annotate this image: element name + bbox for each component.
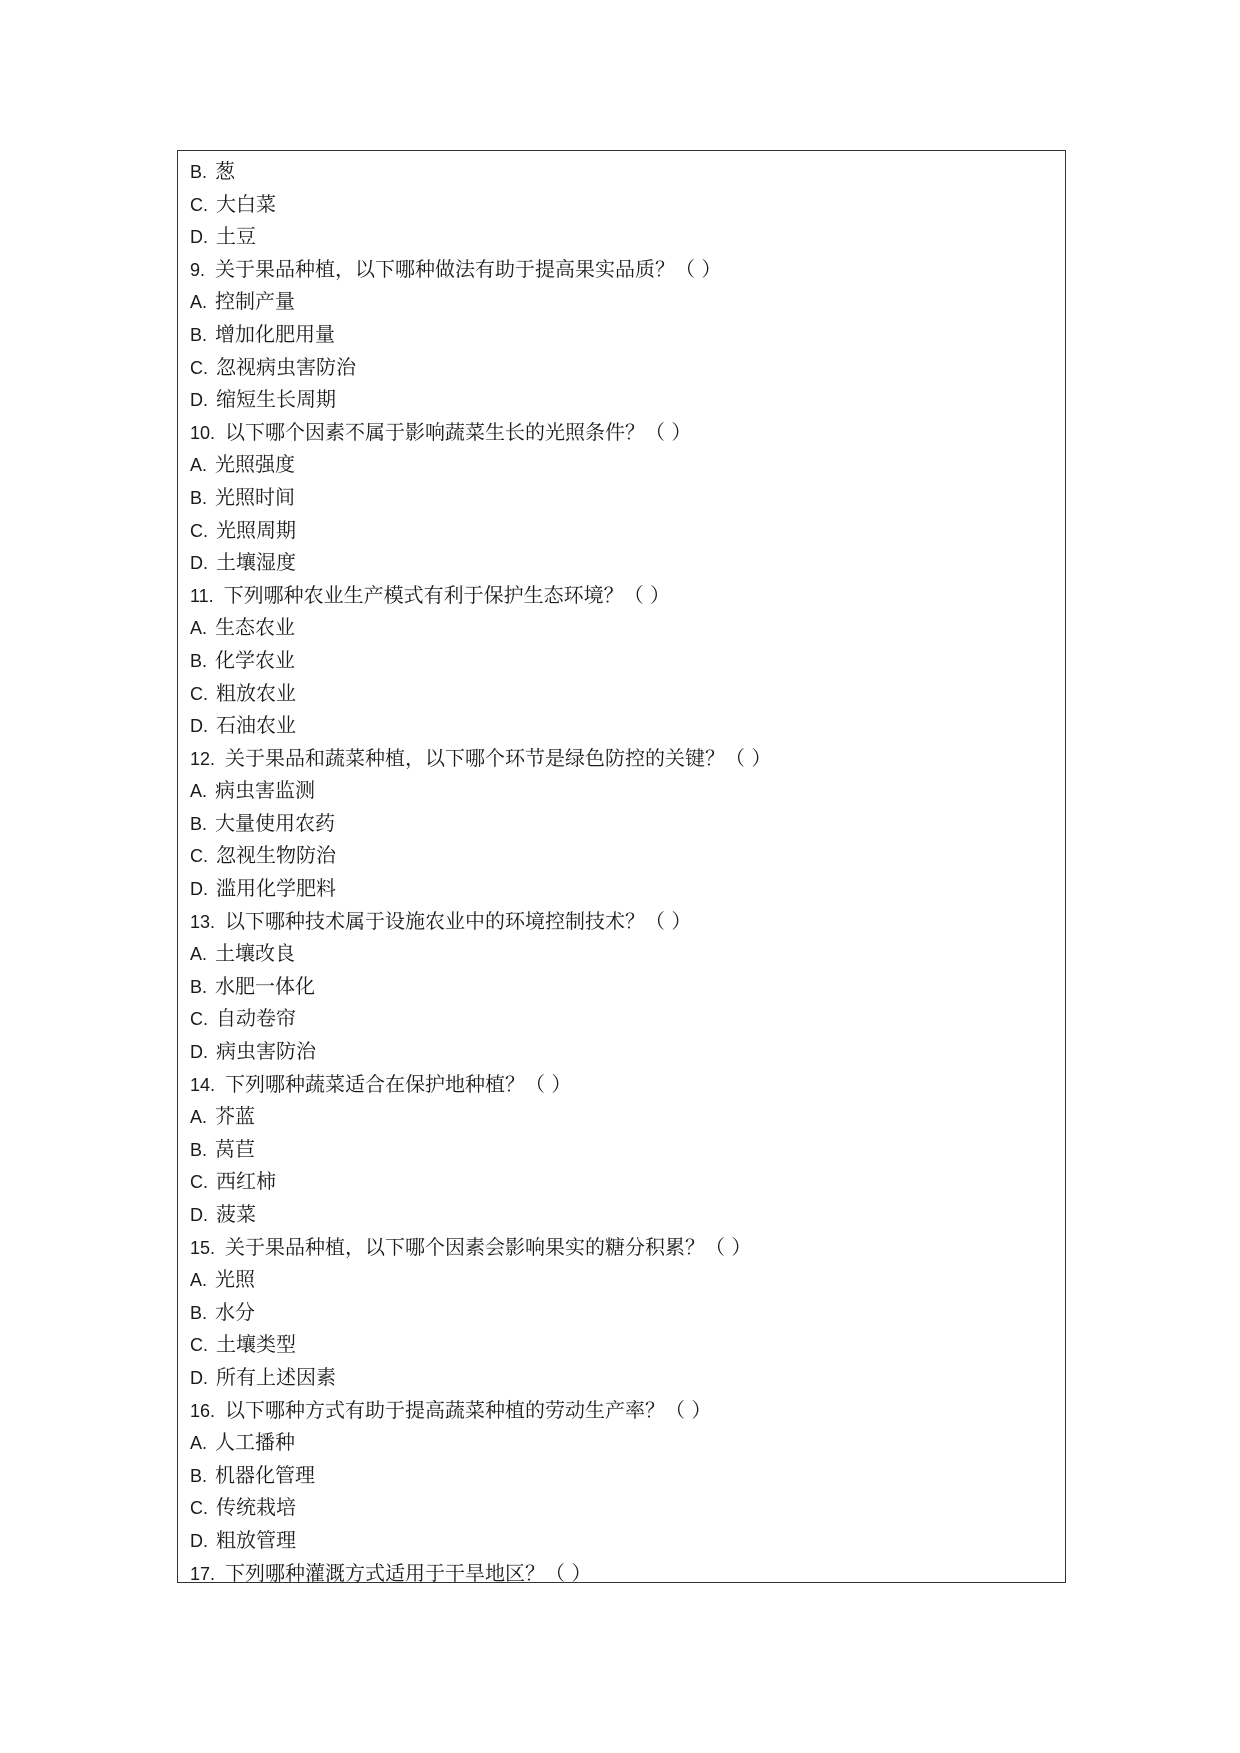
option-text: 光照强度 (215, 452, 296, 477)
option-text: 光照周期 (216, 517, 296, 542)
option-line (190, 937, 1065, 970)
option-text: 病虫害防治 (216, 1039, 316, 1064)
option-letter: D. (190, 1205, 208, 1225)
option-text: 莴苣 (215, 1136, 256, 1161)
option-line (190, 188, 1065, 221)
question-number: 16. (190, 1400, 216, 1421)
option-letter: C. (190, 1172, 208, 1193)
option-letter: B. (190, 1302, 208, 1323)
option-line (190, 1198, 1065, 1231)
option-letter: A. (190, 618, 208, 639)
option-text: 水肥一体化 (215, 973, 316, 998)
option-letter: B. (190, 976, 208, 997)
option-line (190, 318, 1065, 351)
option-letter: A. (190, 1270, 208, 1291)
option-line (190, 383, 1065, 416)
option-letter: C. (190, 846, 208, 867)
option-line (190, 1328, 1065, 1361)
option-letter: C. (190, 520, 208, 541)
option-line (190, 1491, 1065, 1524)
question-text: 下列哪种蔬菜适合在保护地种植？（ ） (225, 1071, 572, 1096)
option-line (190, 872, 1065, 905)
option-letter: A. (190, 1107, 208, 1128)
question-number: 9. (190, 259, 206, 280)
question-text: 以下哪种方式有助于提高蔬菜种植的劳动生产率？（ ） (225, 1397, 712, 1422)
option-text: 自动卷帘 (216, 1006, 296, 1031)
option-line (190, 1263, 1065, 1296)
question-number: 15. (190, 1237, 216, 1258)
option-text: 机器化管理 (215, 1462, 316, 1487)
option-text: 增加化肥用量 (215, 321, 336, 346)
option-letter: C. (190, 194, 208, 215)
option-letter: D. (190, 553, 208, 574)
question-line (190, 1231, 1065, 1264)
option-text: 生态农业 (215, 615, 296, 640)
question-text: 以下哪个因素不属于影响蔬菜生长的光照条件？（ ） (225, 419, 692, 444)
option-text: 忽视病虫害防治 (216, 354, 356, 379)
question-number: 14. (190, 1074, 216, 1095)
option-letter: A. (190, 781, 208, 802)
option-letter: A. (190, 292, 208, 313)
option-line (190, 1296, 1065, 1329)
option-line (190, 611, 1065, 644)
option-line (190, 1426, 1065, 1459)
option-line (190, 1133, 1065, 1166)
option-line (190, 546, 1065, 579)
question-text: 下列哪种灌溉方式适用于干旱地区？（ ） (225, 1560, 592, 1585)
option-text: 土壤类型 (216, 1332, 296, 1357)
question-number: 11. (190, 585, 214, 606)
option-text: 菠菜 (216, 1202, 256, 1226)
option-text: 西红柿 (216, 1169, 276, 1194)
option-text: 所有上述因素 (216, 1364, 336, 1389)
option-line (190, 448, 1065, 481)
option-line (190, 709, 1065, 742)
option-line (190, 644, 1065, 677)
question-number: 10. (190, 422, 216, 443)
option-text: 葱 (215, 159, 236, 183)
option-letter: D. (190, 227, 208, 248)
option-letter: B. (190, 324, 208, 345)
option-line (190, 807, 1065, 840)
option-line (190, 970, 1065, 1003)
question-number: 17. (190, 1563, 216, 1584)
question-number: 12. (190, 748, 216, 769)
option-letter: C. (190, 357, 208, 378)
question-box (177, 150, 1066, 1583)
option-text: 缩短生长周期 (216, 387, 336, 412)
question-text: 关于果品种植，以下哪个因素会影响果实的糖分积累？（ ） (225, 1234, 752, 1259)
option-text: 土壤改良 (215, 941, 296, 966)
option-text: 芥蓝 (215, 1104, 256, 1129)
option-letter: C. (190, 1498, 208, 1519)
option-letter: B. (190, 813, 208, 834)
option-text: 大白菜 (216, 191, 276, 216)
question-line (190, 1068, 1065, 1101)
question-line (190, 742, 1065, 775)
option-letter: D. (190, 1530, 208, 1551)
option-text: 粗放农业 (216, 680, 296, 705)
option-text: 传统栽培 (216, 1495, 296, 1520)
option-letter: D. (190, 879, 208, 900)
question-line (190, 1557, 1065, 1590)
option-letter: C. (190, 1335, 208, 1356)
option-line (190, 839, 1065, 872)
option-letter: C. (190, 683, 208, 704)
option-line (190, 481, 1065, 514)
option-line (190, 285, 1065, 318)
option-text: 光照 (215, 1267, 256, 1292)
option-line (190, 1524, 1065, 1557)
option-line (190, 1100, 1065, 1133)
option-line (190, 220, 1065, 253)
option-letter: B. (190, 162, 208, 182)
option-text: 粗放管理 (216, 1527, 296, 1552)
question-line (190, 579, 1065, 612)
option-line (190, 1165, 1065, 1198)
option-text: 土豆 (216, 224, 256, 249)
option-text: 忽视生物防治 (216, 843, 336, 868)
option-letter: A. (190, 944, 208, 965)
option-text: 人工播种 (215, 1430, 296, 1455)
option-letter: C. (190, 1009, 208, 1030)
option-line (190, 1035, 1065, 1068)
question-line (190, 253, 1065, 286)
option-letter: B. (190, 1465, 208, 1486)
option-letter: A. (190, 1433, 208, 1454)
option-letter: D. (190, 1042, 208, 1063)
option-text: 滥用化学肥料 (216, 876, 336, 901)
option-text: 水分 (215, 1299, 256, 1324)
option-line (190, 1361, 1065, 1394)
option-line (190, 774, 1065, 807)
option-letter: B. (190, 650, 208, 671)
question-text: 以下哪种技术属于设施农业中的环境控制技术？（ ） (225, 908, 692, 933)
question-text: 关于果品种植，以下哪种做法有助于提高果实品质？（ ） (215, 256, 722, 281)
option-text: 控制产量 (215, 289, 296, 314)
option-text: 石油农业 (216, 713, 296, 738)
question-text: 关于果品和蔬菜种植，以下哪个环节是绿色防控的关键？（ ） (225, 745, 772, 770)
question-line (190, 416, 1065, 449)
question-line (190, 905, 1065, 938)
option-line (190, 514, 1065, 547)
option-letter: B. (190, 487, 208, 508)
option-letter: D. (190, 716, 208, 737)
option-letter: D. (190, 1367, 208, 1388)
question-number: 13. (190, 911, 216, 932)
option-text: 土壤湿度 (216, 550, 296, 575)
question-line (190, 1394, 1065, 1427)
option-text: 化学农业 (215, 647, 296, 672)
option-letter: A. (190, 455, 208, 476)
option-line (190, 155, 1065, 188)
option-text: 病虫害监测 (215, 778, 316, 803)
question-text: 下列哪种农业生产模式有利于保护生态环境？（ ） (223, 582, 671, 607)
option-text: 光照时间 (215, 484, 296, 509)
option-text: 大量使用农药 (215, 810, 336, 835)
option-line (190, 1459, 1065, 1492)
option-letter: B. (190, 1139, 208, 1160)
option-letter: D. (190, 390, 208, 411)
option-line (190, 1002, 1065, 1035)
option-line (190, 351, 1065, 384)
option-line (190, 677, 1065, 710)
